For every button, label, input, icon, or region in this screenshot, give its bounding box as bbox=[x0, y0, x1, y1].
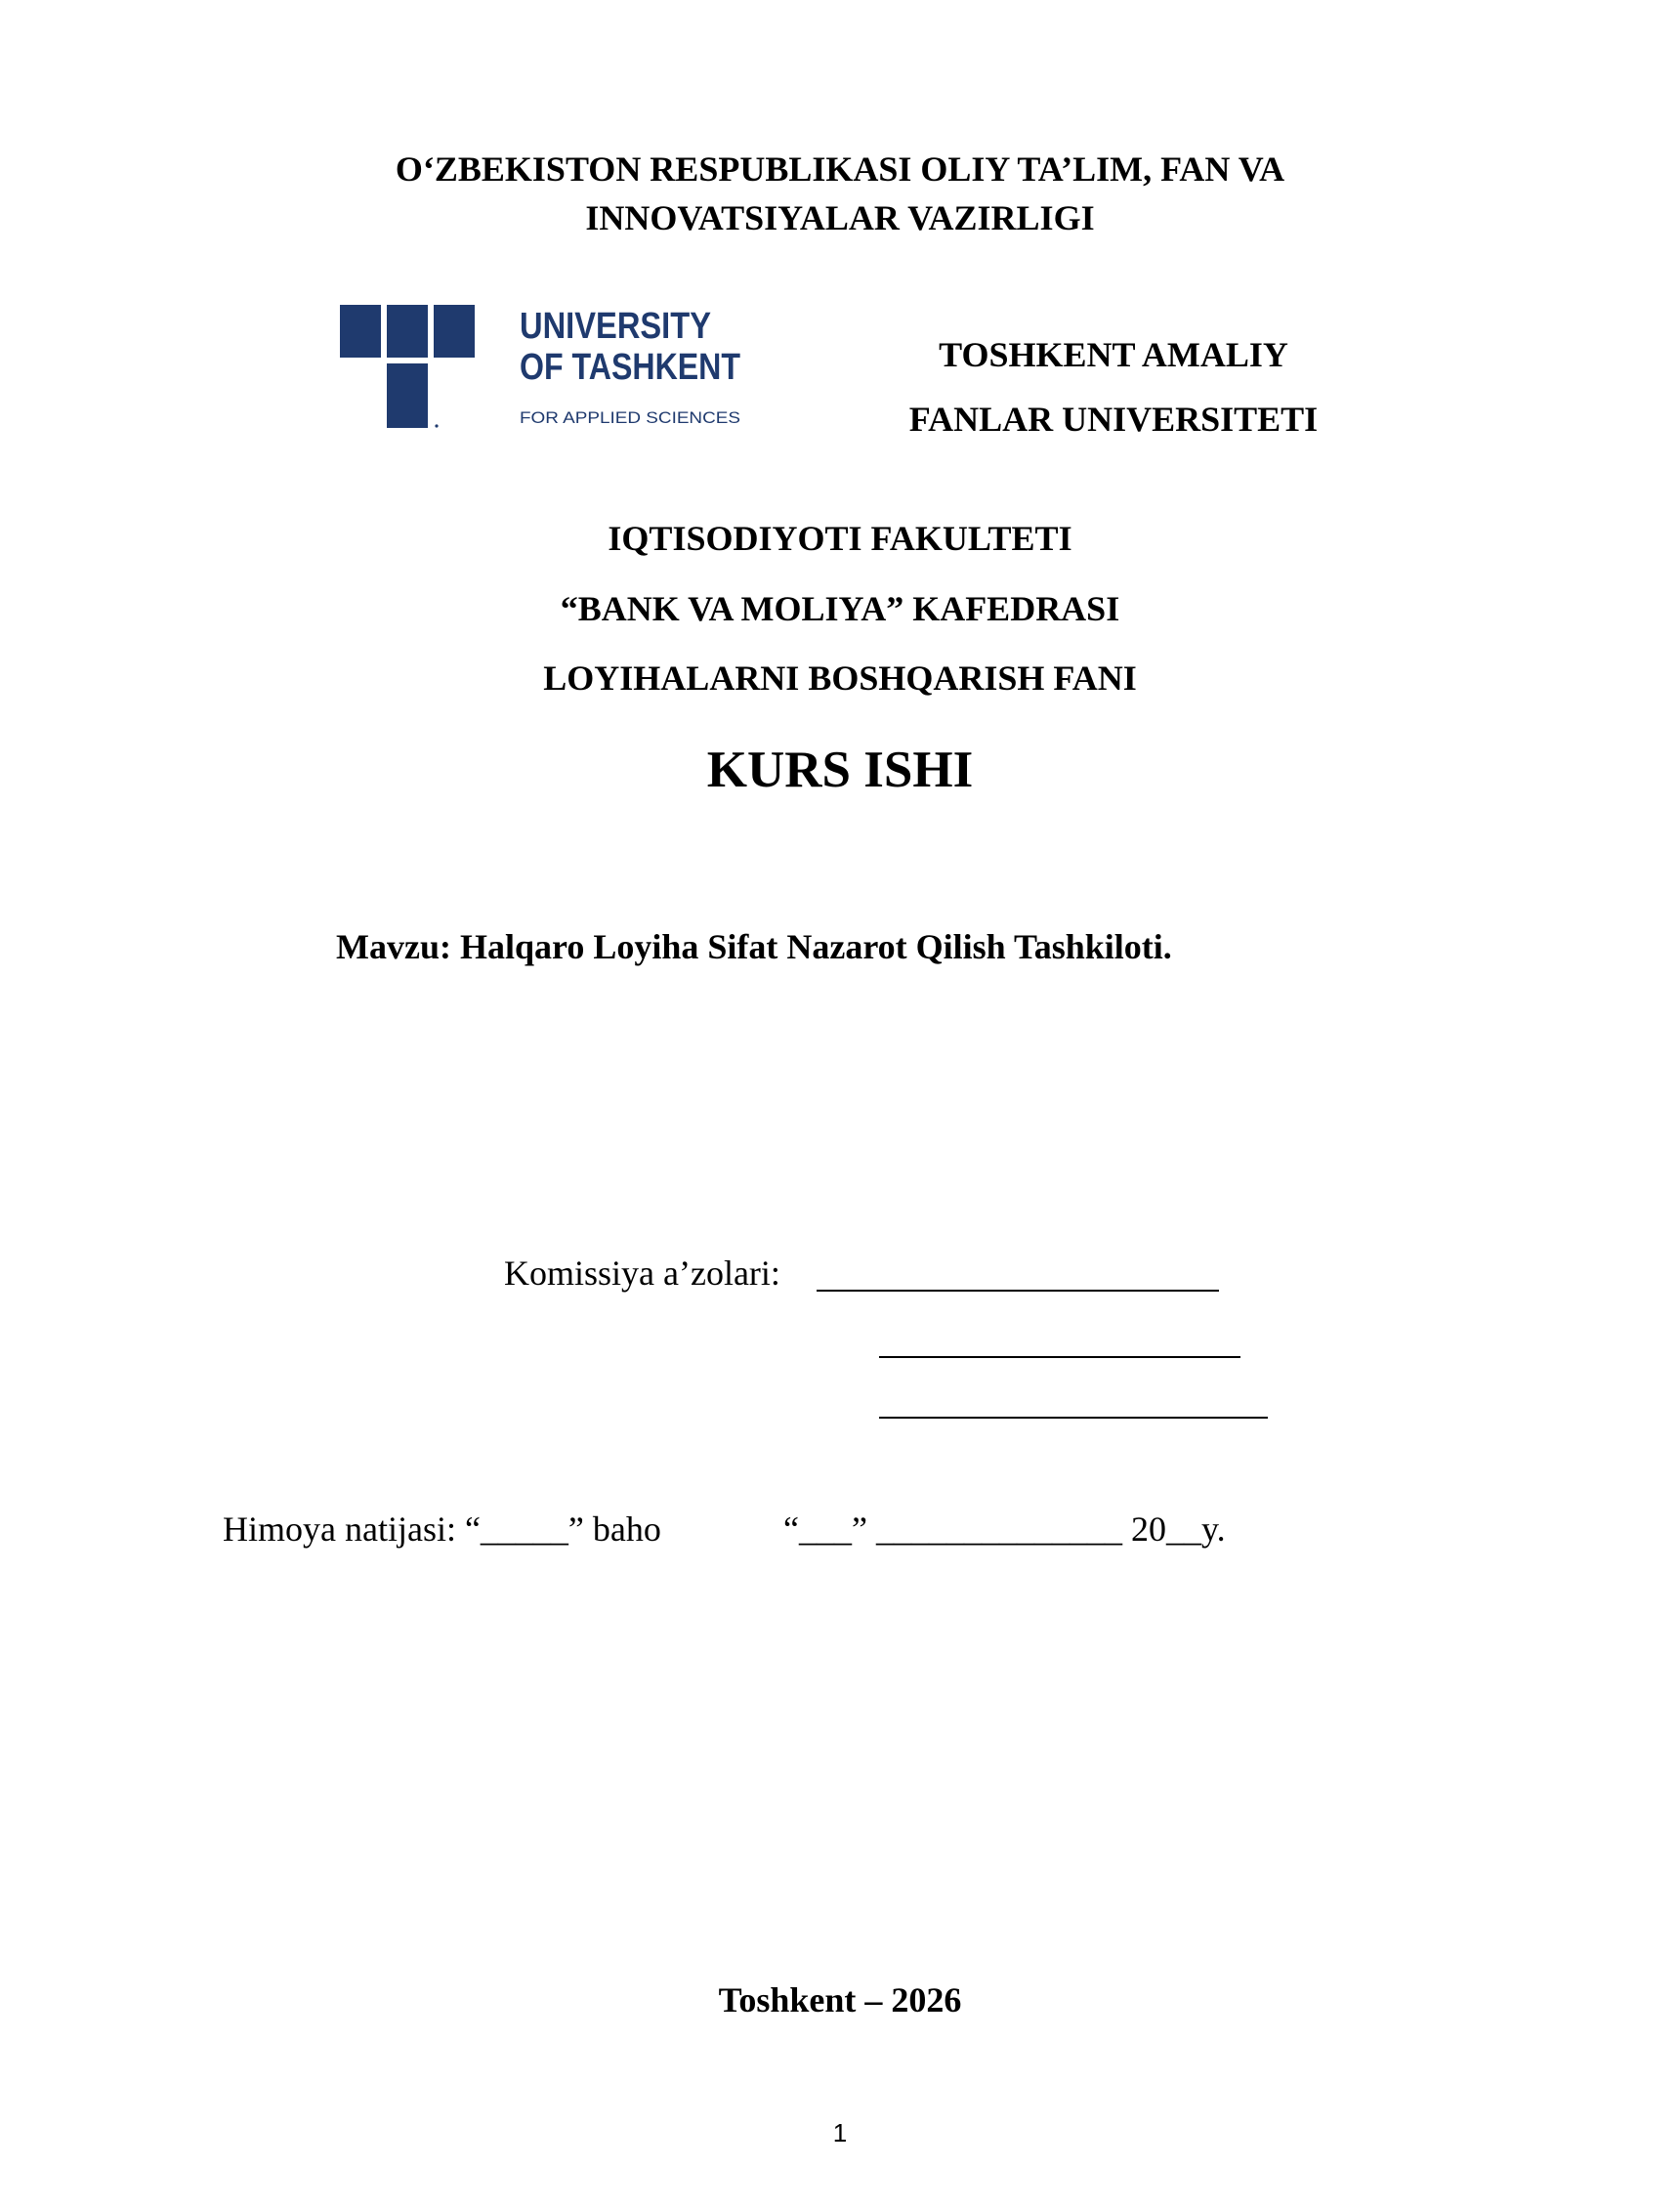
committee-signature-line bbox=[817, 1290, 1219, 1292]
ministry-line-1: O‘ZBEKISTON RESPUBLIKASI OLIY TA’LIM, FAN VA bbox=[395, 149, 1285, 189]
committee-signature-line bbox=[879, 1356, 1240, 1358]
topic-value: Halqaro Loyiha Sifat Nazarot Qilish Tashkiloti. bbox=[459, 927, 1172, 966]
university-name bbox=[860, 322, 1367, 451]
university-name-line-2: FANLAR UNIVERSITETI bbox=[908, 400, 1319, 439]
committee-label: Komissiya a’zolari: bbox=[504, 1254, 780, 1293]
university-logo bbox=[338, 303, 748, 432]
ministry-title bbox=[215, 145, 1465, 242]
subject-name: LOYIHALARNI BOSHQARISH FANI bbox=[543, 659, 1137, 698]
defense-date: “___” ______________ 20__y. bbox=[783, 1509, 1226, 1549]
page-number: 1 bbox=[832, 2118, 848, 2147]
faculty-name: IQTISODIYOTI FAKULTETI bbox=[608, 519, 1072, 558]
work-type-title: KURS ISHI bbox=[706, 742, 974, 798]
logo-line-1: UNIVERSITY bbox=[520, 306, 711, 347]
university-name-line-1: TOSHKENT AMALIY bbox=[939, 335, 1288, 374]
committee-signature-line bbox=[879, 1417, 1268, 1419]
logo-mark-icon bbox=[340, 305, 475, 428]
logo-line-3: FOR APPLIED SCIENCES bbox=[520, 408, 740, 427]
defense-result: Himoya natijasi: “_____” baho bbox=[223, 1509, 661, 1549]
topic-label: Mavzu: bbox=[336, 927, 451, 966]
department-name: “BANK VA MOLIYA” KAFEDRASI bbox=[560, 589, 1120, 628]
city-year: Toshkent – 2026 bbox=[718, 1980, 962, 2019]
ministry-line-2: INNOVATSIYALAR VAZIRLIGI bbox=[585, 198, 1095, 237]
logo-line-2: OF TASHKENT bbox=[520, 347, 740, 388]
topic bbox=[336, 926, 1172, 967]
